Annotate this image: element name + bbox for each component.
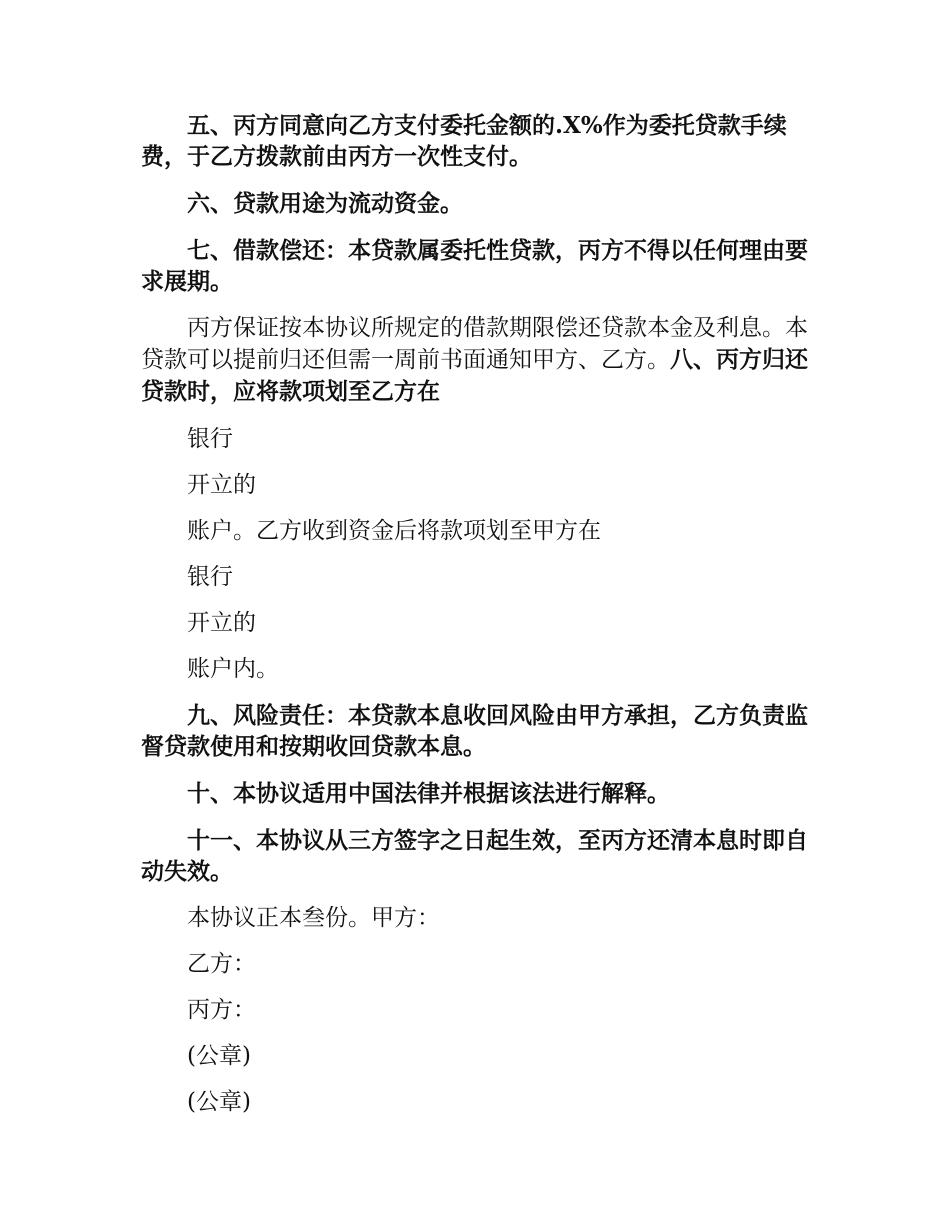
party-c-signature: 丙方： — [187, 997, 256, 1023]
clause-8-account-1: 账户。乙方收到资金后将款项划至甲方在 — [187, 518, 601, 544]
party-b-signature: 乙方： — [187, 951, 256, 977]
clause-8-opened-1: 开立的 — [187, 472, 256, 498]
document-body — [141, 110, 821, 1133]
clause-8-account-2: 账户内。 — [187, 656, 279, 682]
official-seal-1: (公章) — [187, 1043, 251, 1069]
clause-8-bank-2: 银行 — [187, 564, 233, 590]
clause-8-opened-2: 开立的 — [187, 610, 256, 636]
clause-6: 六、贷款用途为流动资金。 — [187, 190, 463, 217]
clause-11: 十一、本协议从三方签字之日起生效，至丙方还清本息时即自动失效。 — [141, 827, 808, 885]
clause-8-bank-1: 银行 — [187, 426, 233, 452]
clause-5: 五、丙方同意向乙方支付委托金额的.X%作为委托贷款手续费，于乙方拨款前由丙方一次性支付。 — [141, 112, 787, 170]
copies-and-party-a: 本协议正本叁份。甲方： — [187, 905, 440, 931]
clause-8-heading: 八、丙方归还贷款时，应将款项划至乙方在 — [141, 346, 808, 405]
clause-7: 七、借款偿还：本贷款属委托性贷款，丙方不得以任何理由要求展期。 — [141, 237, 808, 295]
clause-9: 九、风险责任：本贷款本息收回风险由甲方承担，乙方负责监督贷款使用和按期收回贷款本息。 — [141, 702, 808, 760]
clause-7-details-and-clause-8-start — [141, 313, 821, 408]
official-seal-2: (公章) — [187, 1089, 251, 1115]
clause-10: 十、本协议适用中国法律并根据该法进行解释。 — [187, 780, 670, 807]
clause-7-repayment-guarantee: 丙方保证按本协议所规定的借款期限偿还贷款本金及利息。本贷款可以提前归还但需一周前书面通知甲方、乙方。 — [141, 315, 808, 373]
